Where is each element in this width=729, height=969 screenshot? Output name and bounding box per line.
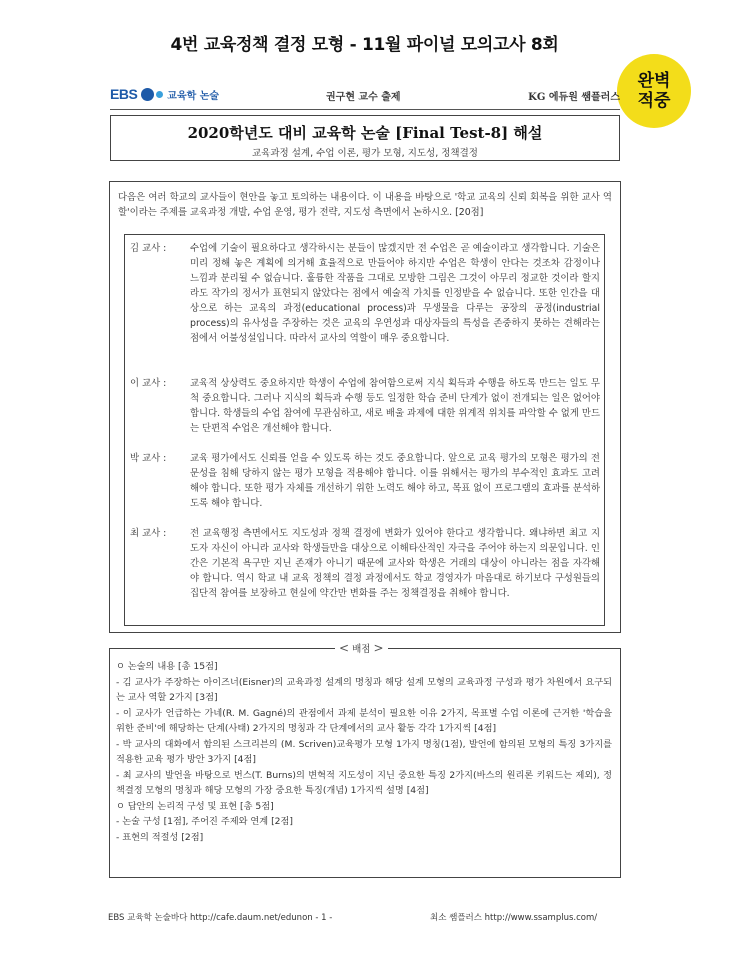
ebs-logo-subtitle: 교육학 논술 [167, 90, 220, 102]
footer-right: 최소 쌤플러스 http://www.ssamplus.com/ [430, 913, 598, 923]
accuracy-badge [617, 54, 691, 128]
scoring-item: ㅇ 논술의 내용 [총 15점] [116, 661, 218, 672]
dialog-turn-choi [130, 526, 600, 601]
subtitle-topics: 교육과정 설계, 수업 이론, 평가 모형, 지도성, 정책결정 [252, 148, 478, 159]
footer-left: EBS 교육학 논술바다 http://cafe.daum.net/edunon - 1 - [108, 913, 333, 923]
header-divider [110, 109, 620, 110]
scoring-item: - 최 교사의 발언을 바탕으로 번스(T. Burns)의 변혁적 지도성이 지닌 중요한 특징 2가지(바스의 원리론 키워드는 제외), 정책결정 모형의 명칭과 해당 모형의 가장 중요한 특징(개념) 1가지씩 설명 [4점] [116, 769, 612, 796]
scoring-item: - 김 교사가 주장하는 아이즈너(Eisner)의 교육과정 설계의 명칭과 해당 설계 모형의 교육과정 구성과 평가 차원에서 요구되는 교사 역할 2가지 [3점] [116, 676, 612, 703]
scoring-item: ㅇ 답안의 논리적 구성 및 표현 [총 5점] [116, 800, 274, 812]
ebs-logo [110, 86, 219, 102]
scoring-item: - 박 교사의 대화에서 함의된 스크리븐의 (M. Scriven)교육평가 모형 1가지 명칭(1점), 발언에 함의된 모형의 특징 3가지를 적용한 교육 평가 방안 3가지 [4점] [116, 738, 612, 765]
main-title: 2020학년도 대비 교육학 논술 [Final Test-8] 해설 [187, 124, 543, 142]
scoring-label [335, 641, 388, 655]
speaker-label: 박 교사 : [130, 453, 167, 464]
speaker-text: 수업에 기술이 필요하다고 생각하시는 분들이 많겠지만 전 수업은 곧 예술이라고 생각합니다. 기술은 미리 정해 놓은 계획에 의거해 효율적으로 만들어야 하지만 수업은 학생이 안다는 것조차 감정이나 느낌과 분리될 수 없습니다. 훌륭한 작품을 그대로 모방한 그림은 그것이 아무리 정교한 것이라 할지라도 작가의 정서가 표현되지 않았다는 점에서 예술적 가치를 인정받을 수 없습니다. 또한 인간을 대상으로 하는 교육의 과정(educational process)과 무생물을 다루는 공장의 공정(industrial process)의 유사성을 주장하는 것은 교육의 우연성과 대상자들의 특성을 존중하지 못하는 견해라는 점에서 어불성설입니다. 따라서 교사의 역할이 매우 중요합니다. [190, 243, 600, 344]
scoring-box [109, 641, 621, 878]
scoring-list [116, 659, 612, 845]
speaker-label: 김 교사 : [130, 243, 167, 254]
scoring-item: - 논술 구성 [1점], 주어진 주제와 연계 [2점] [116, 816, 293, 827]
question-prompt: 다음은 여러 학교의 교사들이 현안을 놓고 토의하는 내용이다. 이 내용을 바탕으로 '학교 교육의 신뢰 회복을 위한 교사 역할'이라는 주제를 교육과정 개발, 수업 운영, 평가 전략, 지도성 측면에서 논하시오. [20점] [118, 192, 612, 218]
right-angle-icon: > [373, 641, 384, 655]
ebs-logo-text: EBS [110, 86, 138, 102]
question-box [109, 181, 621, 633]
scoring-item: - 표현의 적절성 [2점] [116, 831, 204, 843]
scoring-item: - 이 교사가 언급하는 가네(R. M. Gagné)의 관점에서 과제 분석이 필요한 이유 2가지, 목표별 수업 이론에 근거한 '학습을 위한 준비'에 해당하는 단계(사태) 2가지의 명칭과 각 단계에서의 교사 활동 각각 1가지씩 [4점] [116, 707, 612, 734]
author-label: 권구현 교수 출제 [326, 92, 401, 103]
page-top-title: 4번 교육정책 결정 모형 - 11월 파이널 모의고사 8회 [170, 35, 559, 55]
dialog-turn-kim [130, 241, 600, 346]
dialog-turn-park [130, 451, 600, 511]
speaker-text: 교육적 상상력도 중요하지만 학생이 수업에 참여함으로써 지식 획득과 수행을 하도록 만드는 일도 무척 중요합니다. 그러나 지식의 획득과 수행 등도 일정한 학습 준비 단계가 없이 전개되는 일은 없어야 합니다. 학생들의 수업 참여에 무관심하고, 새로 배울 과제에 대한 위계적 위치를 파악할 수 없게 만드는 단편적 수업은 개선해야 합니다. [190, 378, 600, 434]
scoring-label-text: 배점 [352, 644, 371, 655]
title-box [110, 115, 620, 161]
badge-line-1: 완벽 [637, 71, 671, 91]
dialog-turn-lee [130, 376, 600, 436]
publisher-label: KG 에듀원 쌤플러스 [528, 92, 620, 103]
speaker-text: 교육 평가에서도 신뢰를 얻을 수 있도록 하는 것도 중요합니다. 앞으로 교육 평가의 모형은 평가의 전문성을 침해 당하지 않는 평가 모형을 적용해야 합니다. 이를 위해서는 평가의 부수적인 효과도 고려해야 합니다. 또한 평가 자체를 개선하기 위한 노력도 해야 하고, 목표 없이 프로그램의 효과를 분석하도록 해야 합니다. [190, 453, 600, 509]
dialog-box [124, 234, 605, 626]
speaker-text: 전 교육행정 측면에서도 지도성과 정책 결정에 변화가 있어야 한다고 생각합니다. 왜냐하면 최고 지도자 자신이 아니라 교사와 학생들만을 대상으로 이해타산적인 자극을 주어야 하는지 의문입니다. 인간은 기본적 욕구만 지닌 존재가 아니기 때문에 교사와 학생은 거래의 대상이 아니라는 점을 자각해야 합니다. 역시 학교 내 교육 정책의 결정 과정에서도 학교 경영자가 마음대로 하기보다 구성원들의 집단적 참여를 보장하고 현실에 약간만 변화를 주는 정책결정을 취해야 합니다. [190, 528, 600, 599]
ebs-logo-icon [141, 88, 163, 101]
left-angle-icon: < [339, 641, 350, 655]
speaker-label: 최 교사 : [130, 528, 167, 539]
document-header [110, 84, 620, 106]
badge-line-2: 적중 [637, 91, 671, 111]
speaker-label: 이 교사 : [130, 378, 167, 389]
